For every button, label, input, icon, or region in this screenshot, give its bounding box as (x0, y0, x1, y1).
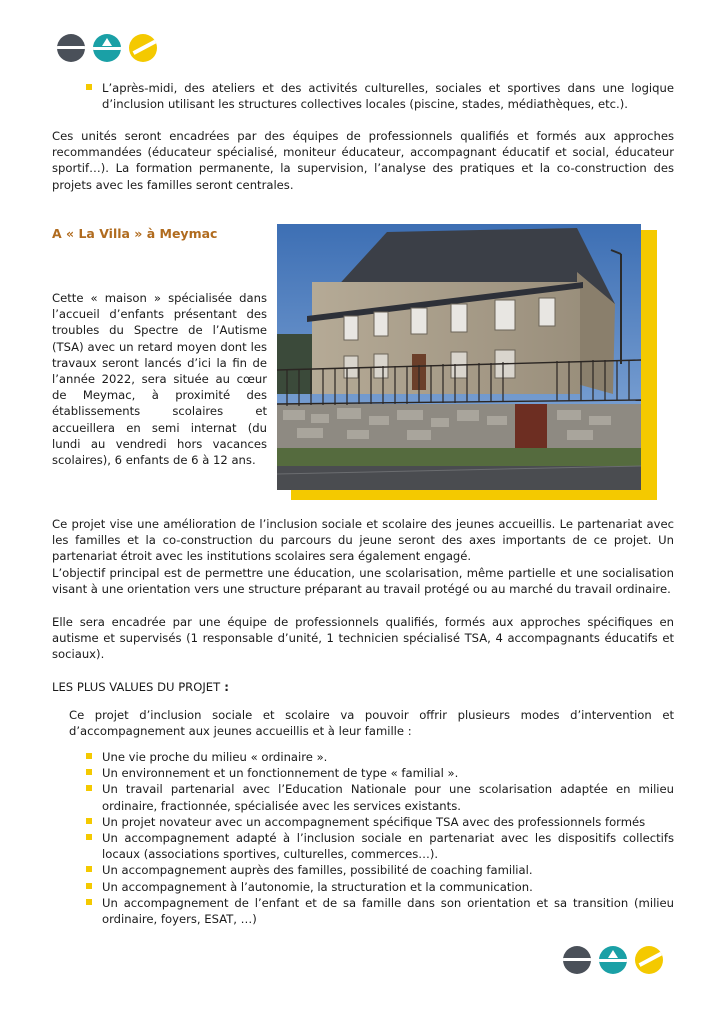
list-item: Un projet novateur avec un accompagnement spécifique TSA avec des professionnels formés (86, 814, 674, 830)
plus-values-heading-text: LES PLUS VALUES DU PROJET (52, 680, 221, 694)
list-item: Un accompagnement adapté à l’inclusion sociale en partenariat avec les dispositifs collectifs locaux (associations sportives, culturelles, commerces…). (86, 830, 674, 862)
villa-photo (277, 224, 641, 490)
list-item: Un accompagnement à l’autonomie, la structuration et la communication. (86, 879, 674, 895)
project-paragraph-2: L’objectif principal est de permettre une éducation, une scolarisation, même partielle et une socialisation visant à une orientation vers une structure préparant au travail protégé ou au marché du travail ordinaire. (52, 566, 674, 597)
plus-values-intro: Ce projet d’inclusion sociale et scolaire va pouvoir offrir plusieurs modes d’intervention et d’accompagnement aux jeunes accueillis et à leur famille : (69, 708, 674, 739)
list-item: Un travail partenarial avec l’Education Nationale pour une scolarisation adaptée en milieu ordinaire, fractionnée, spécialisée avec les services existants. (86, 781, 674, 813)
dark-circle-icon (563, 946, 591, 974)
staff-paragraph: Ces unités seront encadrées par des équipes de professionnels qualifiés et formés aux approches recommandées (éducateur spécialisé, moniteur éducateur, accompagnant éducatif et social, éducateur sportif…). La formation permanente, la supervision, l’analyse des pratiques et la co-construction des projets avec les familles seront centrales. (52, 129, 674, 192)
logo-top (57, 34, 157, 62)
list-item: Un accompagnement de l’enfant et de sa famille dans son orientation et sa transition (milieu ordinaire, foyers, ESAT, …) (86, 895, 674, 927)
intro-bullet-list (86, 80, 674, 112)
villa-title: A « La Villa » à Meymac (52, 226, 218, 241)
yellow-circle-icon (635, 946, 663, 974)
list-item: Une vie proche du milieu « ordinaire ». (86, 749, 674, 765)
yellow-circle-icon (129, 34, 157, 62)
project-paragraph-1: Ce projet vise une amélioration de l’inclusion sociale et scolaire des jeunes accueillis. Le partenariat avec les familles et la co-construction du parcours du jeune seront des axes importants de ce projet. Un partenariat étroit avec les institutions scolaires sera également engagé. (52, 517, 674, 564)
logo-bottom (563, 946, 663, 974)
list-item: Un accompagnement auprès des familles, possibilité de coaching familial. (86, 862, 674, 878)
teal-circle-icon (599, 946, 627, 974)
project-paragraph-3: Elle sera encadrée par une équipe de professionnels qualifiés, formés aux approches spécifiques en autisme et supervisés (1 responsable d’unité, 1 technicien spécialisé TSA, 4 accompagnants éducatifs et sociaux). (52, 615, 674, 662)
villa-description: Cette « maison » spécialisée dans l’accueil d’enfants présentant des troubles du Spectre de l’Autisme (TSA) avec un retard moyen dont les travaux seront lancés d’ici la fin de l’année 2022, sera située au cœur de Meymac, à proximité des établissements scolaires et accueillera en semi internat (du lundi au vendredi hors vacances scolaires), 6 enfants de 6 à 12 ans. (52, 291, 267, 468)
dark-circle-icon (57, 34, 85, 62)
list-item: Un environnement et un fonctionnement de type « familial ». (86, 765, 674, 781)
plus-values-list (86, 749, 674, 927)
plus-values-heading-colon: : (220, 680, 229, 694)
teal-circle-icon (93, 34, 121, 62)
list-item: L’après-midi, des ateliers et des activités culturelles, sociales et sportives dans une logique d’inclusion utilisant les structures collectives locales (piscine, stades, médiathèques, etc.). (86, 80, 674, 112)
plus-values-heading (52, 680, 229, 694)
villa-photo-frame (277, 224, 657, 500)
